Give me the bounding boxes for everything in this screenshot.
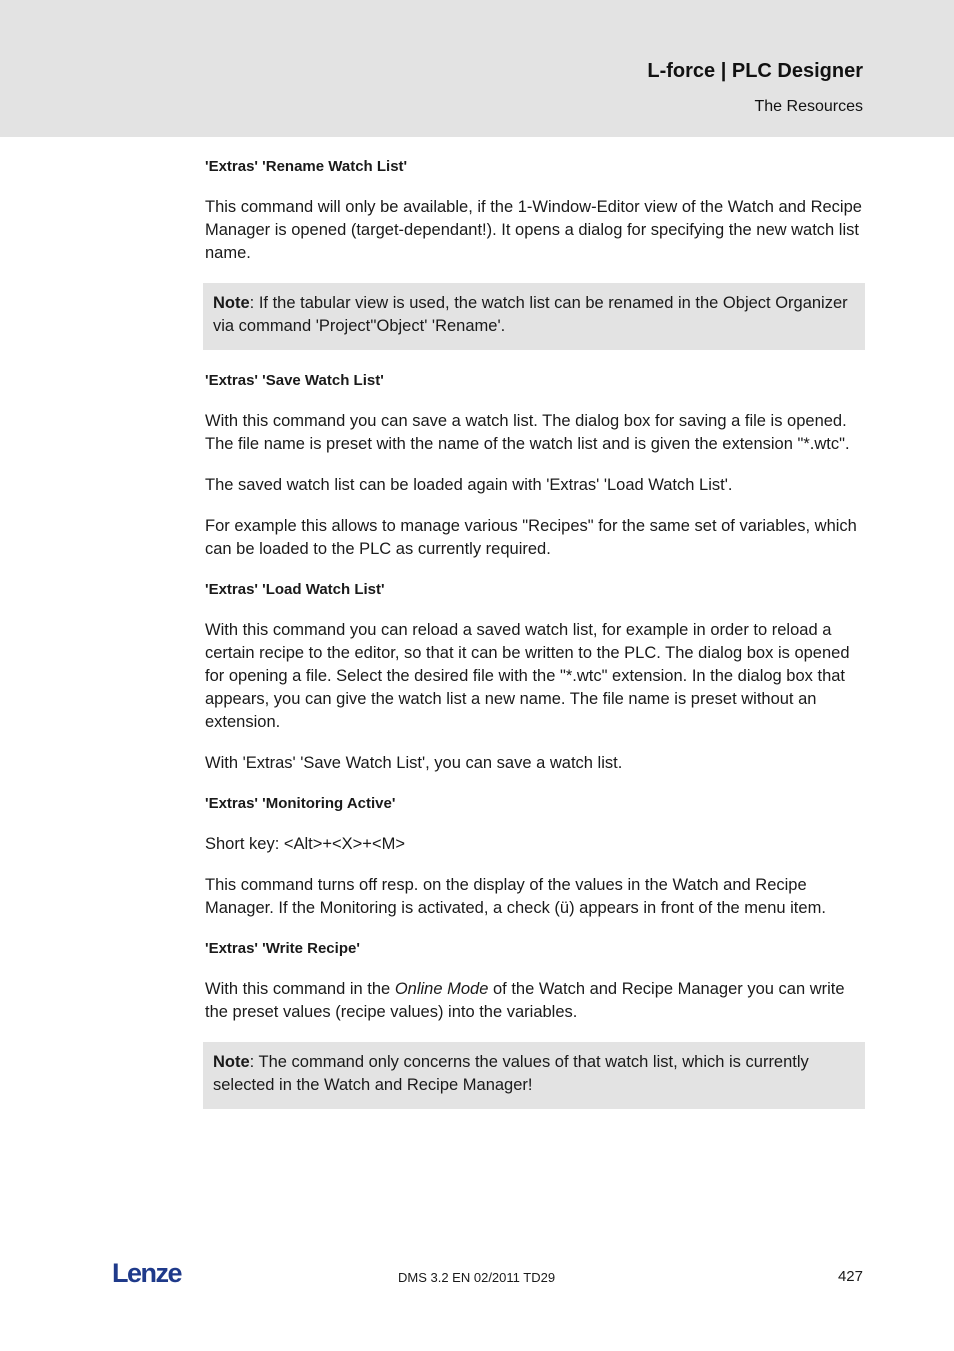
section-heading-rename: 'Extras' 'Rename Watch List' (205, 158, 408, 175)
page-number: 427 (837, 1268, 863, 1285)
text-run: of the Watch and Recipe Manager you can write the preset values (recipe values) into the variables. (205, 980, 845, 1021)
paragraph: With 'Extras' 'Save Watch List', you can save a watch list. (205, 754, 623, 772)
paragraph: With this command you can reload a saved watch list, for example in order to reload a certain recipe to the editor, so that it can be written to the PLC. The dialog box is opened for opening a file. Select the desired file with the "*.wtc" extension. In the dialog box that appears, you can give the watch list a new name. The file name is preset without an extension. (205, 621, 850, 731)
page-header (0, 0, 954, 137)
note-box (203, 1042, 865, 1109)
section-heading-save: 'Extras' 'Save Watch List' (205, 372, 384, 389)
note-text: : The command only concerns the values of that watch list, which is currently selected in the Watch and Recipe Manager! (213, 1053, 809, 1094)
paragraph (205, 978, 865, 1024)
lenze-logo (112, 1259, 192, 1287)
emphasis-text: Online Mode (394, 980, 489, 998)
paragraph: With this command you can save a watch list. The dialog box for saving a file is opened. The file name is preset with the name of the watch list and is given the extension "*.wtc". (205, 412, 850, 453)
section-heading-monitoring: 'Extras' 'Monitoring Active' (205, 795, 396, 812)
note-label: Note (213, 1053, 250, 1071)
note-box (203, 283, 865, 350)
chapter-title: The Resources (754, 98, 863, 115)
document-title: L-force | PLC Designer (647, 60, 863, 82)
section-heading-load: 'Extras' 'Load Watch List' (205, 581, 385, 598)
document-info: DMS 3.2 EN 02/2011 TD29 (398, 1270, 556, 1285)
paragraph: This command turns off resp. on the display of the values in the Watch and Recipe Manager. If the Monitoring is activated, a check (ü) appears in front of the menu item. (205, 876, 826, 917)
logo-wordmark: Lenze (112, 1259, 182, 1287)
paragraph: The saved watch list can be loaded again with 'Extras' 'Load Watch List'. (205, 476, 733, 494)
note-label: Note (213, 294, 250, 312)
text-run: With this command in the (205, 980, 395, 998)
paragraph: This command will only be available, if the 1-Window-Editor view of the Watch and Recipe Manager is opened (target-dependant!). It opens a dialog for specifying the new watch list name. (205, 198, 862, 262)
note-text: : If the tabular view is used, the watch list can be renamed in the Object Organizer via command 'Project''Object' 'Rename'. (213, 294, 848, 335)
paragraph: For example this allows to manage various "Recipes" for the same set of variables, which can be loaded to the PLC as currently required. (205, 517, 857, 558)
section-heading-write: 'Extras' 'Write Recipe' (205, 940, 360, 957)
page-content (205, 156, 865, 1129)
shortcut-text: Short key: <Alt>+<X>+<M> (205, 835, 405, 853)
